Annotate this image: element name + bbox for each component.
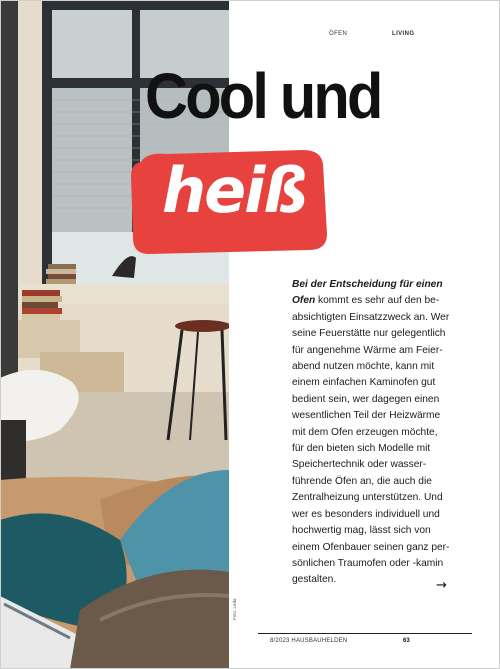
article-line: mit dem Ofen erzeugen möchte,	[292, 426, 438, 438]
right-arrow-icon: →	[436, 578, 447, 593]
footer-divider	[258, 633, 472, 634]
article-line: Zentralheizung unterstützen. Und	[292, 492, 443, 504]
article-lead: Bei der Entscheidung für einen Ofen	[292, 279, 443, 307]
article-line: einem einfachen Kaminofen gut	[292, 377, 436, 389]
article-line: für den bieten sich Modelle mit	[292, 443, 431, 455]
badge-word: heiß	[161, 154, 307, 227]
article-line: hochwertig mag, lässt sich von	[292, 525, 431, 537]
article-line: seine Feuerstätte nur gelegentlich	[292, 328, 446, 340]
photo-credit: Foto: Leda	[232, 598, 237, 620]
article-line: wesentlichen Teil der Heizwärme	[292, 410, 441, 422]
category-label: LIVING	[392, 31, 415, 37]
article-line: Speichertechnik oder wasser-	[292, 459, 427, 471]
article-line: bedient sein, wer dagegen einen	[292, 393, 440, 405]
article-line: abend nutzen möchte, kann mit	[292, 361, 435, 373]
article-line: kommt es sehr auf den be-	[315, 295, 440, 307]
article-line: einem Ofenbauer seinen ganz per-	[292, 541, 450, 553]
footer-issue: 8/2023 HAUSBAUHELDEN	[270, 638, 348, 644]
article-line: für angenehme Wärme am Feier-	[292, 344, 443, 356]
article-line: führende Öfen an, die auch die	[292, 475, 432, 487]
article-body	[292, 277, 464, 589]
headline: Cool und	[145, 60, 381, 132]
section-label: ÖFEN	[329, 31, 348, 37]
article-line: sönlichen Traumofen oder -kamin	[292, 557, 444, 569]
article-line: gestalten.	[292, 574, 337, 586]
article-line: absichtigten Einsatzzweck an. Wer	[292, 311, 450, 323]
article-line: wer es besonders individuell und	[292, 508, 440, 520]
page-number: 63	[403, 638, 410, 644]
